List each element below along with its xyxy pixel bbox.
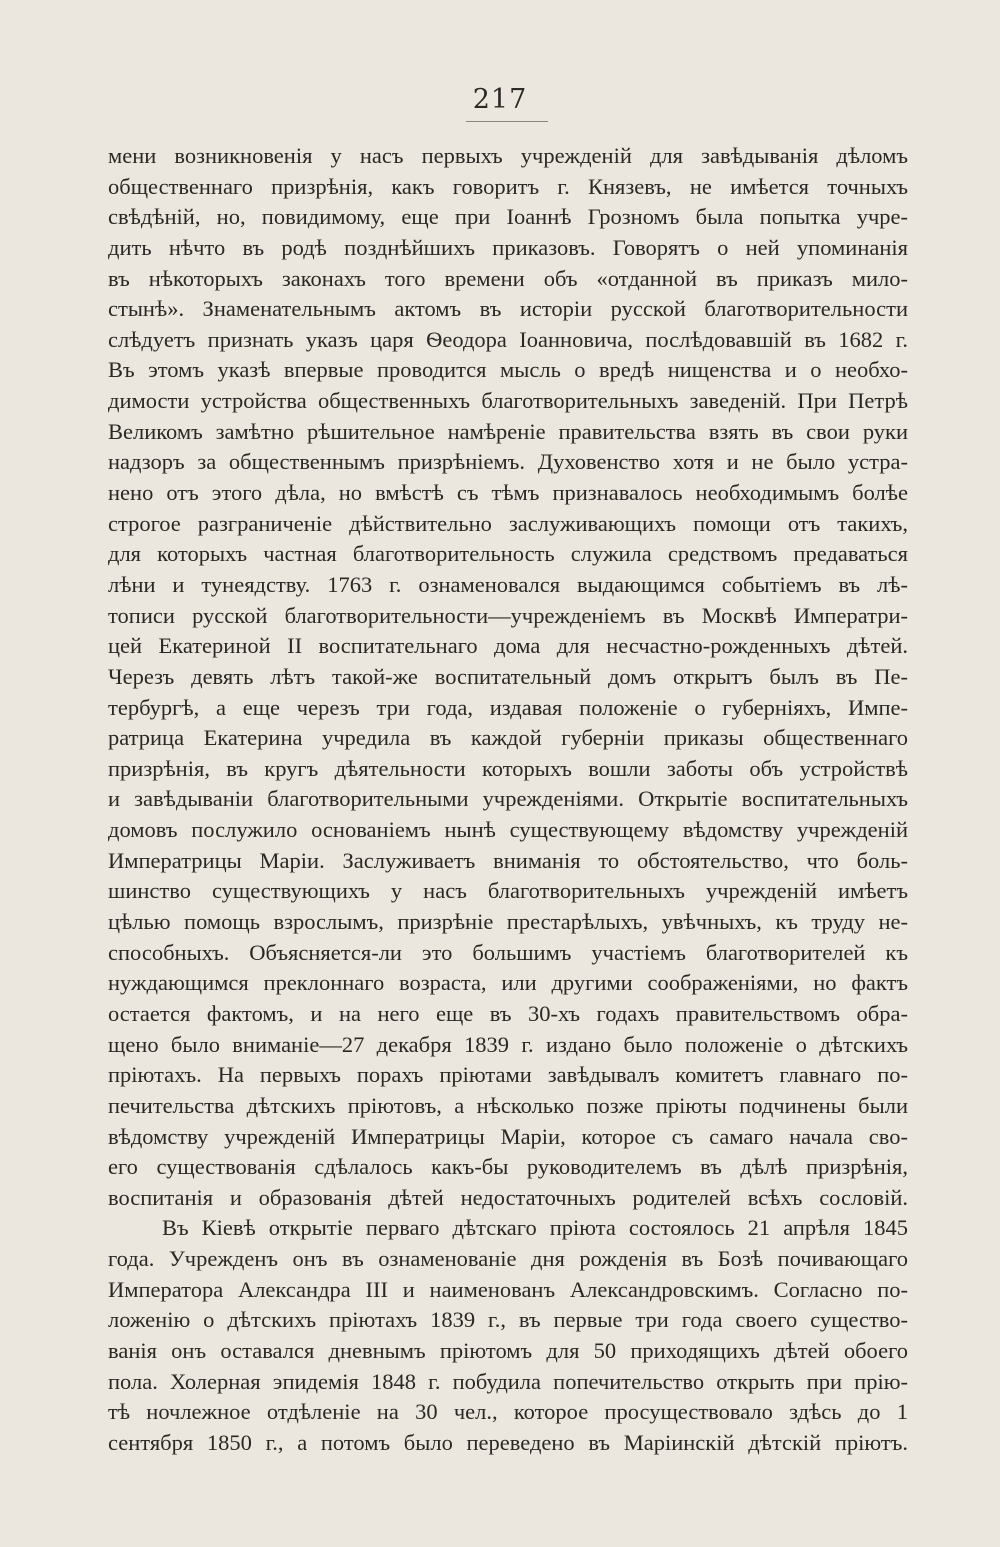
text-line: печительства дѣтскихъ пріютовъ, а нѣсколько позже пріюты подчинены были xyxy=(108,1092,908,1118)
page-number: 217 xyxy=(472,84,528,115)
text-line: шинство существующихъ у насъ благотворительныхъ учрежденій имѣетъ xyxy=(108,878,908,904)
text-line: домовъ послужило основаніемъ нынѣ существующему вѣдомству учрежденій xyxy=(108,817,908,843)
text-line: Въ Кіевѣ открытіе перваго дѣтскаго пріюта состоялось 21 апрѣля 1845 xyxy=(162,1215,908,1241)
text-line: тописи русской благотворительности—учрежденіемъ въ Москвѣ Императри- xyxy=(108,602,908,628)
text-line: стынѣ». Знаменательнымъ актомъ въ исторіи русской благотворительности xyxy=(108,296,908,322)
text-line: ванія онъ оставался дневнымъ пріютомъ для 50 приходящихъ дѣтей обоего xyxy=(108,1337,908,1363)
text-line: воспитанія и образованія дѣтей недостаточныхъ родителей всѣхъ сословій. xyxy=(108,1184,908,1210)
text-line: ложенію о дѣтскихъ пріютахъ 1839 г., въ первые три года своего существо- xyxy=(108,1307,908,1333)
text-line: надзоръ за общественнымъ призрѣніемъ. Духовенство хотя и не было устра- xyxy=(108,449,908,475)
text-line: Императора Александра III и наименованъ Александровскимъ. Согласно по- xyxy=(108,1276,908,1302)
text-line: слѣдуетъ признать указъ царя Ѳеодора Іоанновича, послѣдовавшій въ 1682 г. xyxy=(108,326,908,352)
text-line: призрѣнія, въ кругъ дѣятельности которыхъ вошли заботы объ устройствѣ xyxy=(108,755,908,781)
text-line: вѣдомству учрежденій Императрицы Маріи, которое съ самаго начала сво- xyxy=(108,1123,908,1149)
text-line: Въ этомъ указѣ впервые проводится мысль о вредѣ нищенства и о необхо- xyxy=(108,357,908,383)
text-line: пріютахъ. На первыхъ порахъ пріютами завѣдывалъ комитетъ главнаго по- xyxy=(108,1062,908,1088)
text-line: цѣлью помощь взрослымъ, призрѣніе престарѣлыхъ, увѣчныхъ, къ труду не- xyxy=(108,909,908,935)
text-line: нено отъ этого дѣла, но вмѣстѣ съ тѣмъ признавалось необходимымъ болѣе xyxy=(108,480,908,506)
text-line: остается фактомъ, и на него еще въ 30-хъ годахъ правительствомъ обра- xyxy=(108,1000,908,1026)
text-line: димости устройства общественныхъ благотворительныхъ заведеній. При Петрѣ xyxy=(108,388,908,414)
text-line: щено было вниманіе—27 декабря 1839 г. издано было положеніе о дѣтскихъ xyxy=(108,1031,908,1057)
body-text xyxy=(108,141,908,1459)
text-line: мени возникновенія у насъ первыхъ учрежденій для завѣдыванія дѣломъ xyxy=(108,143,908,168)
page-number-rule xyxy=(466,121,548,122)
text-line: лѣни и тунеядству. 1763 г. ознаменовался выдающимся событіемъ въ лѣ- xyxy=(108,571,908,597)
text-line: общественнаго призрѣнія, какъ говоритъ г. Князевъ, не имѣется точныхъ xyxy=(108,173,908,199)
text-line: способныхъ. Объясняется-ли это большимъ участіемъ благотворителей къ xyxy=(108,939,908,965)
text-line: цей Екатериной II воспитательнаго дома для несчастно-рожденныхъ дѣтей. xyxy=(108,633,908,659)
text-line: строгое разграниченіе дѣйствительно заслуживающихъ помощи отъ такихъ, xyxy=(108,510,908,536)
text-line: для которыхъ частная благотворительность служила средствомъ предаваться xyxy=(108,541,908,567)
text-line: нуждающимся преклоннаго возраста, или другими соображеніями, но фактъ xyxy=(108,970,908,996)
text-line: Императрицы Маріи. Заслуживаетъ вниманія то обстоятельство, что боль- xyxy=(108,847,908,873)
text-line: и завѣдываніи благотворительными учрежденіями. Открытіе воспитательныхъ xyxy=(108,786,908,812)
text-line: дить нѣчто въ родѣ позднѣйшихъ приказовъ. Говорятъ о ней упоминанія xyxy=(108,234,908,260)
text-line: сентября 1850 г., а потомъ было переведено въ Маріинскій дѣтскій пріютъ. xyxy=(108,1429,908,1455)
text-line: въ нѣкоторыхъ законахъ того времени объ «отданной въ приказъ мило- xyxy=(108,265,908,291)
text-line: года. Учрежденъ онъ въ ознаменованіе дня рожденія въ Бозѣ почивающаго xyxy=(108,1246,908,1272)
text-line: его существованія сдѣлалось какъ-бы руководителемъ въ дѣлѣ призрѣнія, xyxy=(108,1154,908,1180)
text-line: пола. Холерная эпидемія 1848 г. побудила попечительство открыть при прію- xyxy=(108,1368,908,1394)
text-line: тербургѣ, а еще черезъ три года, издавая положеніе о губерніяхъ, Импе- xyxy=(108,694,908,720)
text-line: ратрица Екатерина учредила въ каждой губерніи приказы общественнаго xyxy=(108,725,908,751)
text-line: свѣдѣній, но, повидимому, еще при Іоаннѣ Грозномъ была попытка учре- xyxy=(108,204,908,230)
text-line: тѣ ночлежное отдѣленіе на 30 чел., которое просуществовало здѣсь до 1 xyxy=(108,1399,908,1425)
text-line: Великомъ замѣтно рѣшительное намѣреніе правительства взять въ свои руки xyxy=(108,418,908,444)
text-line: Черезъ девять лѣтъ такой-же воспитательный домъ открытъ былъ въ Пе- xyxy=(108,663,908,689)
